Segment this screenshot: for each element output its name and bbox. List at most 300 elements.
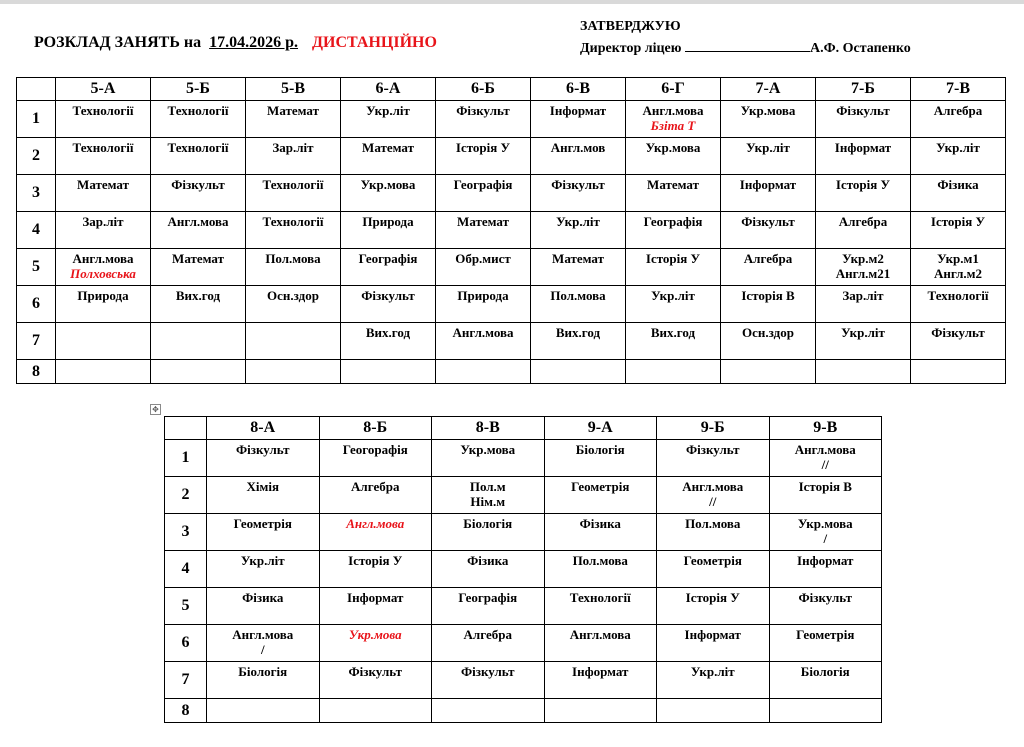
- lesson-number: 8: [17, 360, 56, 384]
- subject-name: Укр.літ: [936, 140, 980, 155]
- class-header: 9-В: [769, 417, 882, 440]
- lesson-cell: [816, 175, 911, 212]
- subject-name: Біологія: [238, 664, 288, 679]
- lesson-cell: [626, 323, 721, 360]
- lesson-cell: [657, 477, 770, 514]
- lesson-row: [165, 662, 882, 699]
- subject-name: Вих.год: [365, 325, 411, 340]
- subject-name: Англ.мова: [167, 214, 229, 229]
- subject-name: Пол.мова: [685, 516, 741, 531]
- lesson-cell: [341, 138, 436, 175]
- subject-name: Укр.м1: [937, 251, 979, 266]
- subject-name: Географія: [453, 177, 513, 192]
- subject-name: Англ.мова: [682, 479, 744, 494]
- subject-name: Фізкульт: [361, 288, 415, 303]
- lesson-cell: [432, 440, 545, 477]
- lesson-number: 2: [165, 477, 207, 514]
- subject-name: Географія: [643, 214, 703, 229]
- subject-name: Технології: [927, 288, 989, 303]
- lesson-cell: [246, 286, 341, 323]
- subject-name: Пол.мова: [572, 553, 628, 568]
- lesson-cell: [911, 286, 1006, 323]
- subject-name: Фізкульт: [931, 325, 985, 340]
- lesson-row: [17, 175, 1006, 212]
- lesson-cell: [721, 249, 816, 286]
- signature-line: [685, 39, 810, 52]
- lesson-number: 6: [17, 286, 56, 323]
- subject-name: Англ.мова: [346, 516, 405, 531]
- lesson-cell: [151, 101, 246, 138]
- subject-name: Алгебра: [351, 479, 400, 494]
- lesson-cell: [816, 286, 911, 323]
- lesson-cell: [769, 551, 882, 588]
- lesson-cell: [341, 360, 436, 384]
- lesson-row: [165, 588, 882, 625]
- subject-name: Пол.м: [469, 479, 506, 494]
- lesson-cell: [341, 286, 436, 323]
- lesson-cell: [319, 440, 432, 477]
- subject-name: Історія У: [930, 214, 986, 229]
- lesson-cell: [56, 175, 151, 212]
- corner-cell: [17, 78, 56, 101]
- class-header: 5-Б: [151, 78, 246, 101]
- lesson-number: 5: [165, 588, 207, 625]
- subject-name: Інформат: [684, 627, 741, 642]
- lesson-cell: [246, 175, 341, 212]
- subject-name: Укр.літ: [556, 214, 600, 229]
- subject-name: Біологія: [463, 516, 513, 531]
- subject-name: Технології: [262, 214, 324, 229]
- lesson-cell: [246, 323, 341, 360]
- lesson-cell: [207, 477, 320, 514]
- lesson-cell: [436, 286, 531, 323]
- lesson-cell: [56, 323, 151, 360]
- class-header: 5-В: [246, 78, 341, 101]
- lesson-cell: [531, 101, 626, 138]
- class-header: 8-Б: [319, 417, 432, 440]
- schedule-table-grades-8-9: [164, 416, 882, 723]
- subject-name: Технології: [167, 103, 229, 118]
- subject-name: Математ: [362, 140, 414, 155]
- lesson-cell: [911, 323, 1006, 360]
- lesson-cell: [207, 514, 320, 551]
- lesson-cell: [319, 699, 432, 723]
- approval-block: [580, 16, 911, 60]
- lesson-cell: [531, 249, 626, 286]
- class-header: 6-Г: [626, 78, 721, 101]
- subject-name: Інформат: [572, 664, 629, 679]
- director-line: [580, 38, 911, 60]
- lesson-cell: [432, 662, 545, 699]
- lesson-cell: [911, 360, 1006, 384]
- subject-name: Алгебра: [933, 103, 983, 118]
- lesson-cell: [911, 175, 1006, 212]
- class-header: 9-А: [544, 417, 657, 440]
- class-header: 6-Б: [436, 78, 531, 101]
- lesson-row: [165, 440, 882, 477]
- title-date: 17.04.2026 р.: [209, 34, 299, 51]
- subject-name: Хімія: [246, 479, 279, 494]
- lesson-cell: [544, 625, 657, 662]
- subject-name: Вих.год: [175, 288, 221, 303]
- lesson-cell: [721, 175, 816, 212]
- subject-note: Англ.м21: [835, 266, 891, 281]
- subject-name: Біологія: [800, 664, 850, 679]
- class-header: 6-В: [531, 78, 626, 101]
- subject-name: Укр.мова: [348, 627, 402, 642]
- lesson-number: 6: [165, 625, 207, 662]
- subject-name: Фізкульт: [460, 664, 515, 679]
- subject-name: Укр.літ: [240, 553, 285, 568]
- class-header: 6-А: [341, 78, 436, 101]
- subject-name: Алгебра: [838, 214, 888, 229]
- lesson-cell: [816, 360, 911, 384]
- lesson-cell: [769, 514, 882, 551]
- subject-name: Геометрія: [796, 627, 855, 642]
- lesson-cell: [207, 588, 320, 625]
- subject-name: Геометрія: [571, 479, 630, 494]
- subject-name: Інформат: [834, 140, 892, 155]
- page-title: [34, 34, 437, 52]
- subject-name: Укр.літ: [366, 103, 410, 118]
- lesson-cell: [657, 440, 770, 477]
- corner-cell: [165, 417, 207, 440]
- lesson-cell: [56, 360, 151, 384]
- lesson-number: 1: [17, 101, 56, 138]
- subject-name: Зар.літ: [82, 214, 124, 229]
- lesson-cell: [911, 212, 1006, 249]
- subject-name: Біологія: [575, 442, 625, 457]
- lesson-cell: [246, 212, 341, 249]
- lesson-cell: [341, 212, 436, 249]
- lesson-cell: [432, 551, 545, 588]
- lesson-cell: [657, 551, 770, 588]
- lesson-row: [165, 699, 882, 723]
- lesson-cell: [56, 138, 151, 175]
- lesson-cell: [816, 101, 911, 138]
- lesson-cell: [657, 514, 770, 551]
- subject-note: //: [821, 457, 829, 472]
- subject-name: Історія У: [348, 553, 403, 568]
- lesson-cell: [769, 588, 882, 625]
- subject-note: Полховська: [70, 266, 136, 281]
- subject-name: Фізкульт: [456, 103, 510, 118]
- lesson-row: [17, 323, 1006, 360]
- schedule-table-grades-5-7: [16, 77, 1006, 384]
- subject-name: Географія: [458, 590, 518, 605]
- lesson-cell: [626, 286, 721, 323]
- class-header: 8-А: [207, 417, 320, 440]
- lesson-cell: [56, 101, 151, 138]
- lesson-cell: [246, 249, 341, 286]
- lesson-cell: [341, 249, 436, 286]
- director-name: А.Ф. Остапенко: [809, 41, 911, 56]
- lesson-cell: [151, 175, 246, 212]
- lesson-cell: [151, 249, 246, 286]
- subject-name: Математ: [172, 251, 224, 266]
- subject-name: Математ: [457, 214, 509, 229]
- lesson-cell: [816, 138, 911, 175]
- lesson-cell: [436, 360, 531, 384]
- lesson-cell: [436, 175, 531, 212]
- subject-name: Осн.здор: [267, 288, 319, 303]
- subject-name: Геогорафія: [342, 442, 408, 457]
- subject-name: Фізкульт: [171, 177, 225, 192]
- lesson-cell: [432, 625, 545, 662]
- subject-name: Фізика: [242, 590, 284, 605]
- subject-name: Історія В: [741, 288, 795, 303]
- subject-name: Пол.мова: [550, 288, 606, 303]
- lesson-cell: [544, 699, 657, 723]
- subject-name: Укр.мова: [645, 140, 701, 155]
- lesson-row: [17, 212, 1006, 249]
- lesson-cell: [436, 323, 531, 360]
- lesson-cell: [626, 212, 721, 249]
- lesson-number: 3: [17, 175, 56, 212]
- subject-name: Фізкульт: [235, 442, 290, 457]
- subject-name: Історія У: [835, 177, 891, 192]
- lesson-cell: [319, 588, 432, 625]
- subject-name: Вих.год: [650, 325, 696, 340]
- lesson-cell: [319, 514, 432, 551]
- subject-name: Алгебра: [743, 251, 793, 266]
- class-header: 7-А: [721, 78, 816, 101]
- subject-name: Обр.мист: [455, 251, 511, 266]
- subject-name: Природа: [77, 288, 129, 303]
- lesson-number: 4: [165, 551, 207, 588]
- subject-name: Укр.літ: [651, 288, 695, 303]
- lesson-cell: [151, 138, 246, 175]
- lesson-cell: [531, 175, 626, 212]
- subject-name: Технології: [72, 103, 134, 118]
- lesson-cell: [531, 138, 626, 175]
- lesson-cell: [56, 286, 151, 323]
- lesson-cell: [721, 360, 816, 384]
- lesson-cell: [626, 249, 721, 286]
- subject-name: Фізкульт: [741, 214, 795, 229]
- title-text: РОЗКЛАД ЗАНЯТЬ на: [34, 34, 202, 51]
- lesson-number: 1: [165, 440, 207, 477]
- subject-name: Укр.м2: [842, 251, 884, 266]
- lesson-cell: [432, 514, 545, 551]
- lesson-cell: [432, 588, 545, 625]
- lesson-cell: [544, 440, 657, 477]
- subject-name: Фізика: [937, 177, 979, 192]
- lesson-cell: [657, 699, 770, 723]
- lesson-cell: [544, 662, 657, 699]
- lesson-cell: [151, 286, 246, 323]
- subject-name: Фізика: [579, 516, 621, 531]
- lesson-cell: [816, 212, 911, 249]
- subject-name: Укр.мова: [740, 103, 796, 118]
- top-border: [0, 0, 1024, 4]
- subject-name: Математ: [647, 177, 699, 192]
- subject-name: Англ.мова: [72, 251, 134, 266]
- table-header-row: [17, 78, 1006, 101]
- subject-name: Геометрія: [683, 553, 742, 568]
- subject-name: Математ: [77, 177, 129, 192]
- subject-name: Технології: [167, 140, 229, 155]
- lesson-cell: [319, 662, 432, 699]
- approve-label: ЗАТВЕРДЖУЮ: [580, 19, 681, 34]
- subject-name: Укр.літ: [746, 140, 790, 155]
- subject-name: Фізкульт: [551, 177, 605, 192]
- lesson-cell: [151, 323, 246, 360]
- lesson-cell: [721, 138, 816, 175]
- lesson-cell: [436, 249, 531, 286]
- lesson-cell: [721, 286, 816, 323]
- lesson-cell: [911, 249, 1006, 286]
- lesson-number: 5: [17, 249, 56, 286]
- subject-name: Укр.літ: [690, 664, 735, 679]
- lesson-cell: [151, 212, 246, 249]
- lesson-cell: [626, 101, 721, 138]
- lesson-cell: [531, 212, 626, 249]
- lesson-cell: [436, 101, 531, 138]
- lesson-cell: [721, 323, 816, 360]
- subject-name: Англ.мова: [642, 103, 704, 118]
- lesson-cell: [544, 588, 657, 625]
- lesson-number: 7: [165, 662, 207, 699]
- table-header-row: [165, 417, 882, 440]
- lesson-cell: [207, 662, 320, 699]
- subject-name: Англ.мова: [569, 627, 631, 642]
- subject-name: Історія У: [645, 251, 701, 266]
- lesson-cell: [721, 101, 816, 138]
- lesson-row: [17, 138, 1006, 175]
- lesson-cell: [657, 588, 770, 625]
- lesson-cell: [56, 212, 151, 249]
- lesson-row: [17, 360, 1006, 384]
- lesson-cell: [531, 286, 626, 323]
- subject-name: Математ: [552, 251, 604, 266]
- class-header: 7-Б: [816, 78, 911, 101]
- lesson-cell: [341, 175, 436, 212]
- subject-name: Природа: [362, 214, 414, 229]
- subject-name: Укр.мова: [797, 516, 853, 531]
- class-header: 9-Б: [657, 417, 770, 440]
- subject-name: Фізика: [467, 553, 509, 568]
- lesson-cell: [816, 249, 911, 286]
- lesson-row: [165, 625, 882, 662]
- subject-name: Геометрія: [233, 516, 292, 531]
- subject-name: Алгебра: [463, 627, 512, 642]
- lesson-cell: [911, 101, 1006, 138]
- lesson-cell: [531, 323, 626, 360]
- lesson-number: 8: [165, 699, 207, 723]
- lesson-cell: [769, 699, 882, 723]
- lesson-cell: [246, 138, 341, 175]
- lesson-cell: [544, 514, 657, 551]
- lesson-cell: [207, 440, 320, 477]
- class-header: 7-В: [911, 78, 1006, 101]
- table-move-handle-icon[interactable]: ✥: [150, 404, 161, 415]
- lesson-cell: [769, 625, 882, 662]
- lesson-cell: [626, 175, 721, 212]
- lesson-row: [165, 514, 882, 551]
- subject-name: Зар.літ: [272, 140, 314, 155]
- lesson-cell: [769, 440, 882, 477]
- subject-name: Технології: [72, 140, 134, 155]
- lesson-cell: [432, 699, 545, 723]
- lesson-cell: [436, 212, 531, 249]
- lesson-cell: [657, 662, 770, 699]
- subject-name: Інформат: [797, 553, 854, 568]
- subject-name: Інформат: [549, 103, 607, 118]
- lesson-row: [17, 101, 1006, 138]
- lesson-cell: [626, 360, 721, 384]
- lesson-cell: [911, 138, 1006, 175]
- subject-name: Англ.мова: [794, 442, 856, 457]
- subject-name: Вих.год: [555, 325, 601, 340]
- subject-name: Укр.мова: [460, 442, 516, 457]
- subject-name: Технології: [262, 177, 324, 192]
- lesson-cell: [151, 360, 246, 384]
- lesson-cell: [769, 477, 882, 514]
- lesson-cell: [816, 323, 911, 360]
- subject-name: Інформат: [739, 177, 797, 192]
- lesson-row: [17, 286, 1006, 323]
- subject-name: Англ.мова: [232, 627, 294, 642]
- lesson-cell: [432, 477, 545, 514]
- director-label: Директор ліцею: [580, 41, 682, 56]
- lesson-cell: [531, 360, 626, 384]
- lesson-number: 4: [17, 212, 56, 249]
- subject-name: Англ.мов: [550, 140, 606, 155]
- class-header: 5-А: [56, 78, 151, 101]
- subject-name: Математ: [267, 103, 319, 118]
- subject-name: Історія В: [798, 479, 852, 494]
- lesson-cell: [246, 101, 341, 138]
- subject-note: /: [823, 531, 828, 546]
- lesson-cell: [341, 323, 436, 360]
- class-header: 8-В: [432, 417, 545, 440]
- subject-name: Інформат: [347, 590, 404, 605]
- lesson-cell: [436, 138, 531, 175]
- subject-name: Фізкульт: [685, 442, 740, 457]
- lesson-number: 7: [17, 323, 56, 360]
- lesson-cell: [721, 212, 816, 249]
- lesson-cell: [544, 477, 657, 514]
- lesson-cell: [626, 138, 721, 175]
- title-mode: ДИСТАНЦІЙНО: [312, 34, 437, 51]
- lesson-row: [165, 477, 882, 514]
- lesson-row: [17, 249, 1006, 286]
- lesson-cell: [207, 699, 320, 723]
- subject-note: Англ.м2: [933, 266, 983, 281]
- lesson-cell: [246, 360, 341, 384]
- lesson-cell: [769, 662, 882, 699]
- subject-name: Фізкульт: [836, 103, 890, 118]
- subject-name: Історія У: [685, 590, 740, 605]
- subject-name: Укр.літ: [841, 325, 885, 340]
- lesson-number: 2: [17, 138, 56, 175]
- subject-name: Фізкульт: [798, 590, 853, 605]
- subject-name: Технології: [569, 590, 631, 605]
- subject-name: Зар.літ: [842, 288, 884, 303]
- lesson-cell: [207, 625, 320, 662]
- lesson-cell: [319, 625, 432, 662]
- subject-name: Природа: [457, 288, 509, 303]
- lesson-row: [165, 551, 882, 588]
- lesson-number: 3: [165, 514, 207, 551]
- lesson-cell: [207, 551, 320, 588]
- subject-note: //: [709, 494, 717, 509]
- subject-note: /: [260, 642, 265, 657]
- subject-name: Пол.мова: [265, 251, 321, 266]
- subject-name: Осн.здор: [742, 325, 794, 340]
- subject-name: Укр.мова: [360, 177, 416, 192]
